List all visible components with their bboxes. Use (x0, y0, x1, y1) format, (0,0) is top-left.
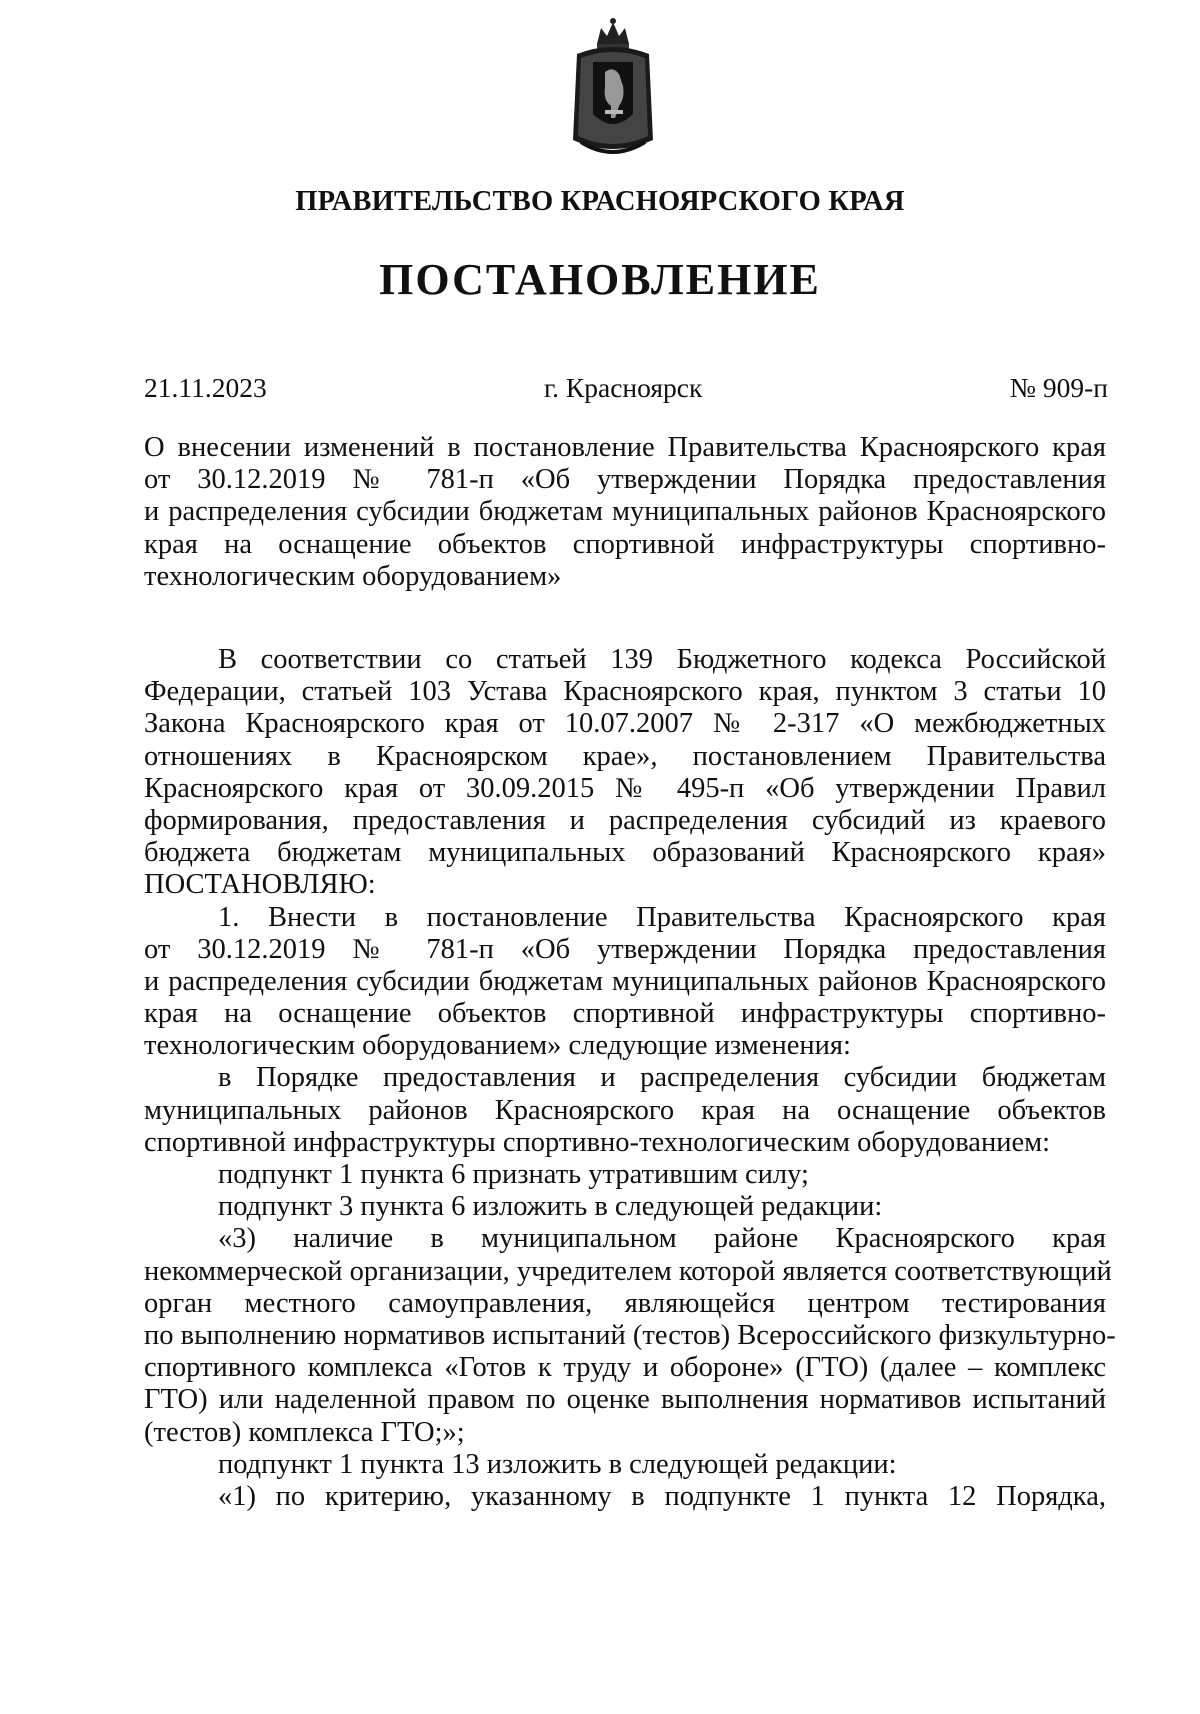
quote-line: по выполнению нормативов испытаний (тестов) Всероссийского физкультурно- (144, 1319, 1116, 1351)
document-date: 21.11.2023 (144, 372, 267, 403)
preamble-line: Закона Красноярского края от 10.07.2007 № 2-317 «О межбюджетных (144, 708, 1106, 740)
subitem-line: подпункт 3 пункта 6 изложить в следующей редакции: (218, 1191, 883, 1223)
preamble-line: Федерации, статьей 103 Устава Красноярского края, пунктом 3 статьи 10 (144, 676, 1106, 708)
preamble-line: Красноярского края от 30.09.2015 № 495-п «Об утверждении Правил (144, 772, 1106, 804)
item-1-line: от 30.12.2019 № 781-п «Об утверждении Порядка предоставления (144, 933, 1106, 965)
item-1-line: 1. Внести в постановление Правительства Красноярского края (218, 901, 1106, 933)
resolve-word: ПОСТАНОВЛЯЮ: (144, 869, 376, 901)
quote-line: (тестов) комплекса ГТО;»; (144, 1416, 465, 1448)
item-1-line: края на оснащение объектов спортивной инфраструктуры спортивно- (144, 998, 1106, 1030)
order-line: спортивной инфраструктуры спортивно-технологическим оборудованием: (144, 1126, 1051, 1158)
document-body (144, 644, 1116, 1513)
organization-title: ПРАВИТЕЛЬСТВО КРАСНОЯРСКОГО КРАЯ (295, 186, 905, 217)
coat-of-arms-icon (567, 14, 659, 164)
document-type: ПОСТАНОВЛЕНИЕ (379, 255, 821, 304)
document-number: № 909-п (1009, 372, 1108, 403)
quote-line: спортивного комплекса «Готов к труду и обороне» (ГТО) (далее – комплекс (144, 1352, 1106, 1384)
item-1-line: технологическим оборудованием» следующие изменения: (144, 1030, 851, 1062)
document-subject (144, 432, 1106, 593)
subitem-line: подпункт 1 пункта 13 изложить в следующей редакции: (218, 1448, 897, 1480)
preamble-line: В соответствии со статьей 139 Бюджетного кодекса Российской (218, 644, 1106, 675)
quote-line: ГТО) или наделенной правом по оценке выполнения нормативов испытаний (144, 1384, 1106, 1416)
subject-line: от 30.12.2019 № 781-п «Об утверждении Порядка предоставления (144, 464, 1106, 496)
preamble-line: отношениях в Красноярском крае», постановлением Правительства (144, 740, 1106, 772)
order-line: муниципальных районов Красноярского края на оснащение объектов (144, 1094, 1106, 1126)
quote-line: «1) по критерию, указанному в подпункте 1 пункта 12 Порядка, (218, 1480, 1106, 1512)
subitem-line: подпункт 1 пункта 6 признать утратившим силу; (218, 1159, 809, 1190)
subject-line: и распределения субсидии бюджетам муниципальных районов Красноярского (144, 496, 1106, 528)
subject-line: края на оснащение объектов спортивной инфраструктуры спортивно- (144, 528, 1106, 560)
item-1-line: и распределения субсидии бюджетам муниципальных районов Красноярского (144, 965, 1106, 997)
preamble-line: формирования, предоставления и распределения субсидий из краевого (144, 804, 1106, 836)
subject-line: технологическим оборудованием» (144, 560, 562, 592)
document-city: г. Красноярск (544, 372, 703, 403)
subject-line: О внесении изменений в постановление Правительства Красноярского края (144, 432, 1106, 463)
quote-line: «3) наличие в муниципальном районе Красноярского края (218, 1223, 1106, 1255)
preamble-line: бюджета бюджетам муниципальных образований Красноярского края» (144, 837, 1106, 869)
quote-line: некоммерческой организации, учредителем которой является соответствующий (144, 1255, 1112, 1287)
order-line: в Порядке предоставления и распределения субсидии бюджетам (218, 1062, 1106, 1094)
quote-line: орган местного самоуправления, являющейся центром тестирования (144, 1287, 1106, 1319)
